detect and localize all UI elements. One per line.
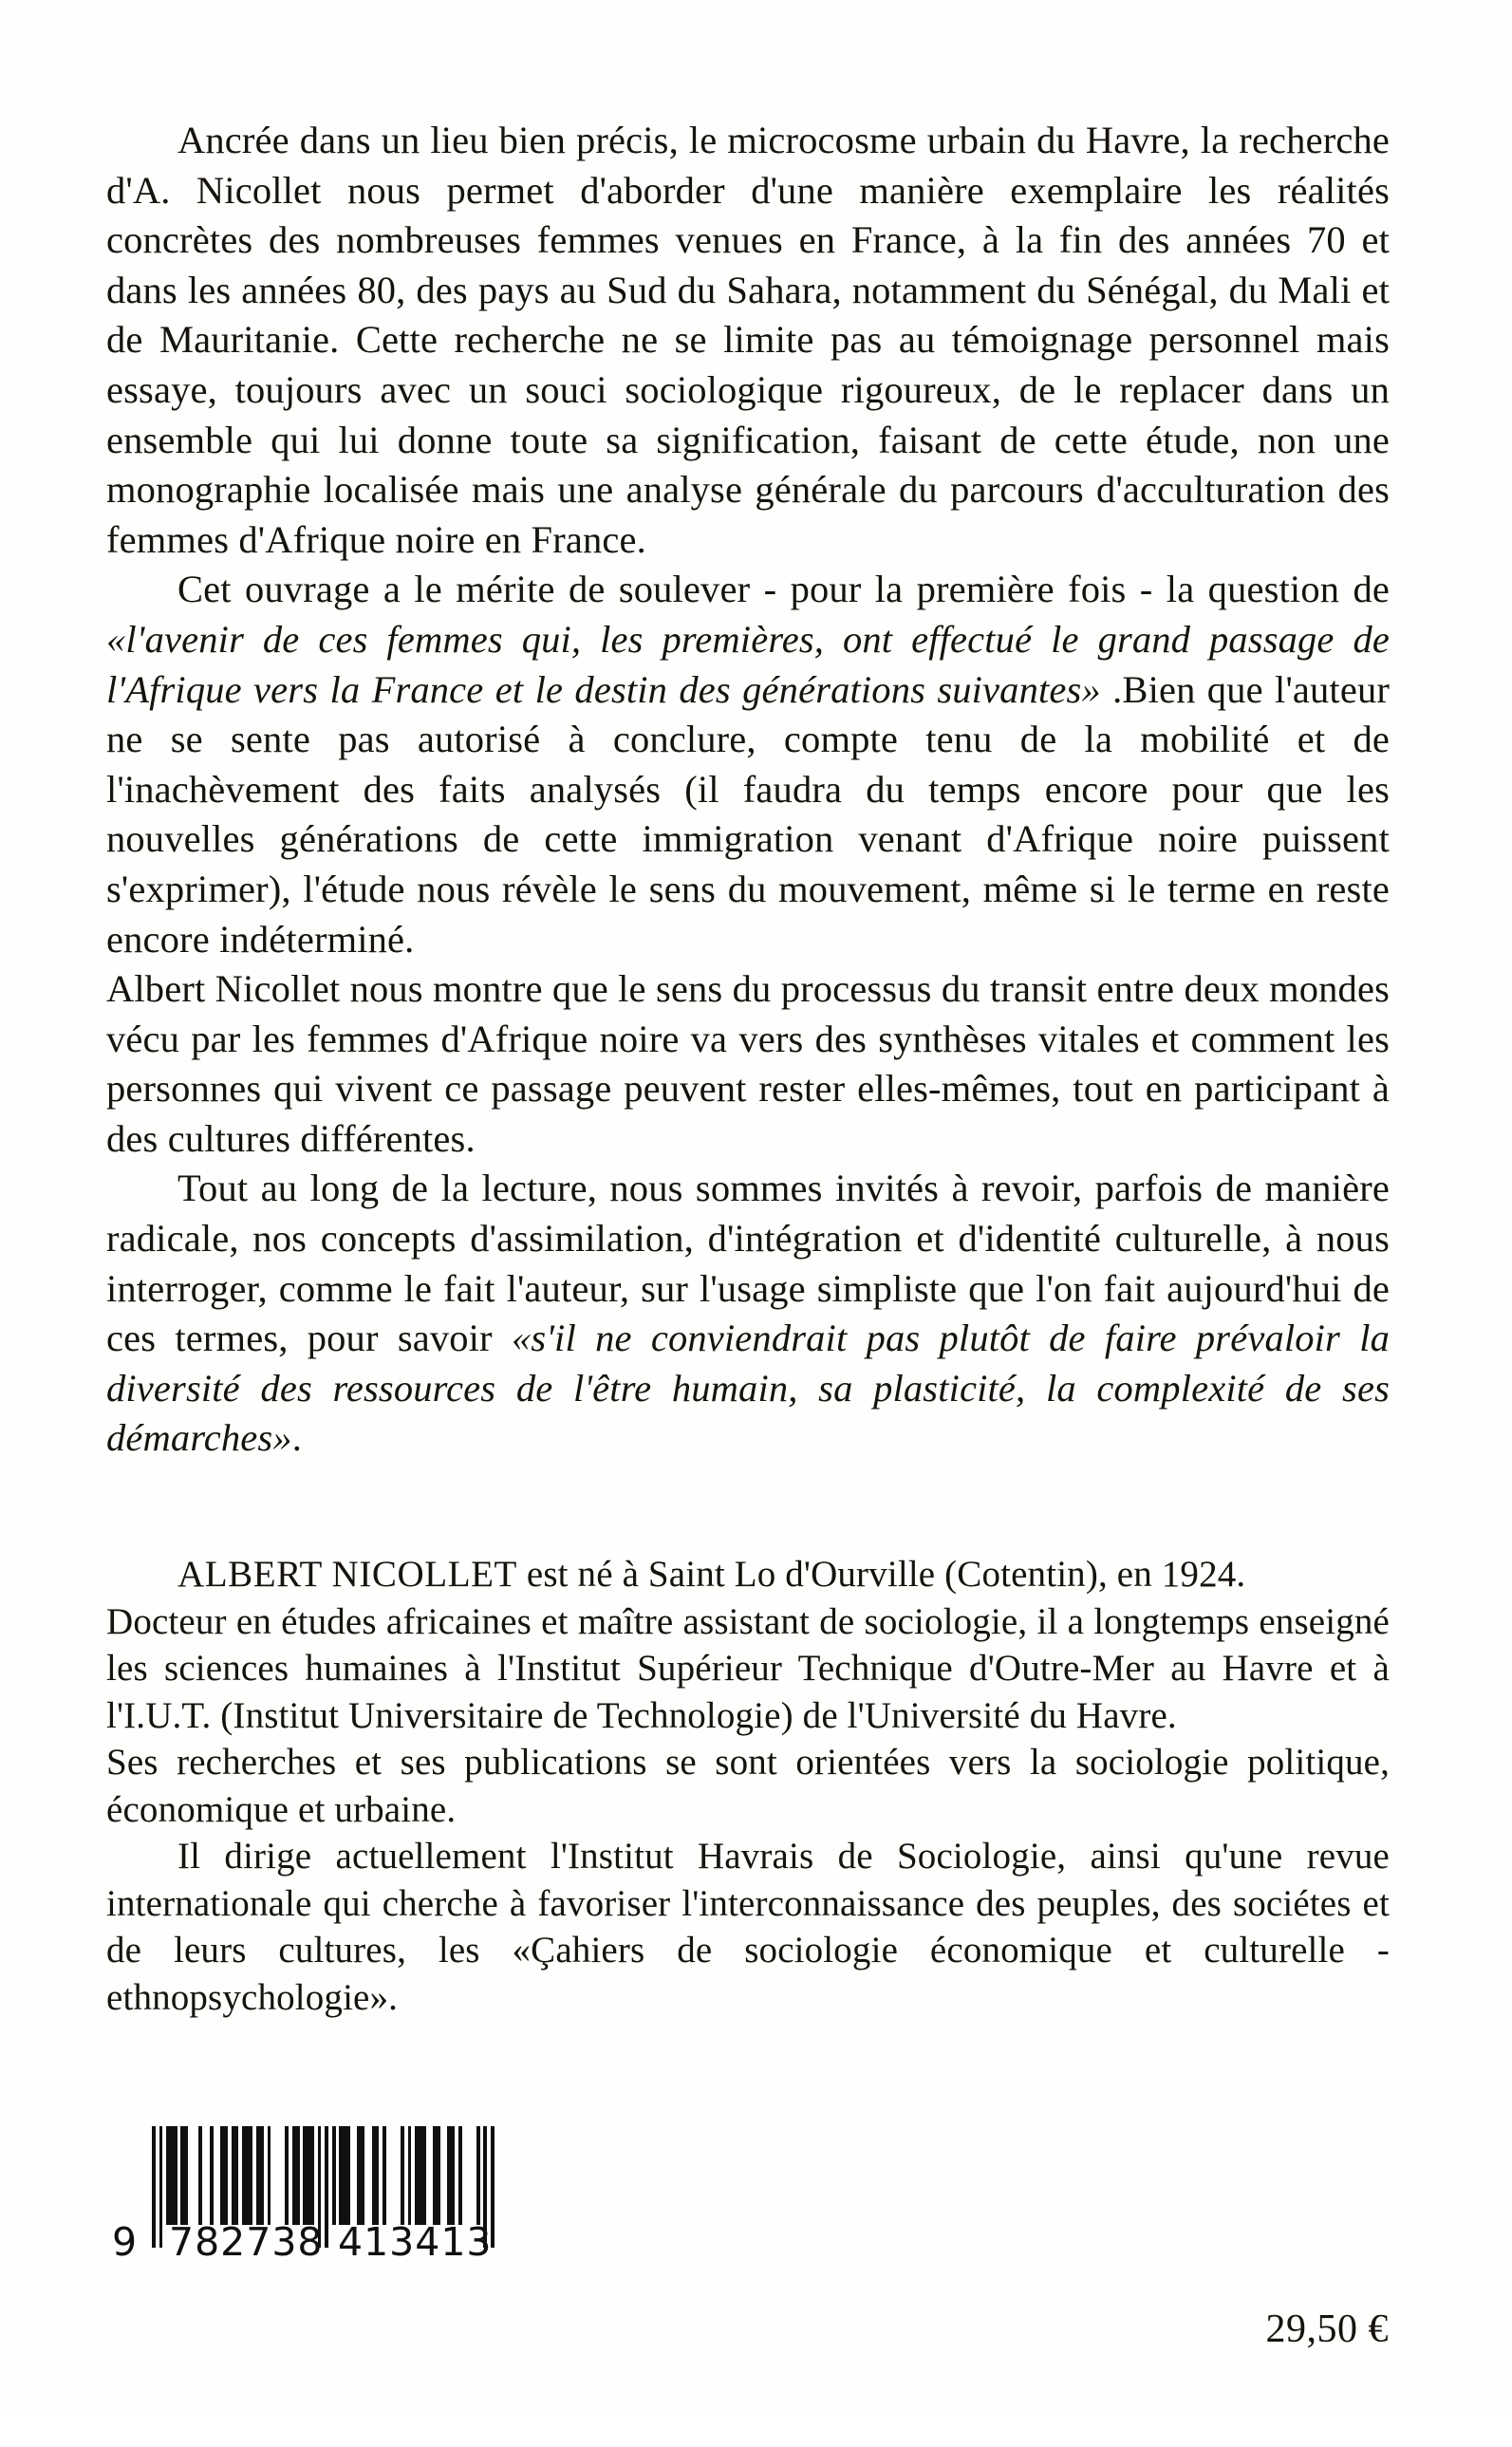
barcode-space	[188, 2126, 198, 2225]
barcode-lead-digit: 9	[112, 2219, 139, 2265]
barcode-bar	[447, 2126, 455, 2225]
barcode-right-group: 413413	[338, 2219, 493, 2265]
barcode-bar	[372, 2126, 380, 2225]
price-label: 29,50 €	[1265, 2307, 1389, 2351]
barcode-bar	[303, 2126, 313, 2225]
barcode-space	[440, 2126, 448, 2225]
barcode-space	[386, 2126, 401, 2225]
barcode-space	[426, 2126, 434, 2225]
footer-block	[0, 2126, 1512, 2363]
blurb-paragraph-2	[106, 565, 1390, 964]
barcode-bar	[232, 2126, 239, 2225]
blurb-paragraph-4-tail: .	[291, 1416, 302, 1460]
barcode-bar	[220, 2126, 228, 2225]
barcode-bar	[292, 2126, 300, 2225]
barcode-bar	[242, 2126, 252, 2225]
blurb-paragraph-2-tail: .Bien que l'auteur ne se sente pas autorisé à conclure, compte tenu de la mobilité et de l'inachèvement des faits analysés (il faudra du temps encore pour que les nouvelles générations de cette immigration venant d'Afrique noire puissent s'exprimer), l'étude nous révèle le sens du mouvement, même si le terme en reste encore indéterminé.	[106, 667, 1390, 961]
blurb-paragraph-2-lead: Cet ouvrage a le mérite de soulever - pour la première fois - la question de	[177, 568, 1390, 611]
barcode-bar	[339, 2126, 349, 2225]
barcode-space	[214, 2126, 221, 2225]
bio-paragraph-1-text: est né à Saint Lo d'Ourville (Cotentin), en 1924.	[516, 1554, 1246, 1595]
barcode-space	[364, 2126, 372, 2225]
barcode-bar	[166, 2126, 177, 2225]
author-name: ALBERT NICOLLET	[177, 1554, 517, 1595]
bio-paragraph-2: Docteur en études africaines et maître assistant de sociologie, il a longtemps enseigné les sciences humaines à l'Institut Supérieur Technique d'Outre-Mer au Havre et à l'I.U.T. (Institut Universitaire de Technologie) de l'Université du Havre.	[106, 1600, 1390, 1736]
barcode-space	[462, 2126, 476, 2225]
bio-paragraph-3: Ses recherches et ses publications se sont orientées vers la sociologie politique, économique et urbaine.	[106, 1742, 1390, 1830]
bio-paragraph-4: Il dirige actuellement l'Institut Havrais de Sociologie, ainsi qu'une revue internationale qui cherche à favoriser l'interconnaissance des peuples, des sociétes et de leurs cultures, les «Çahiers de sociologie économique et culturelle - ethnopsychologie».	[106, 1836, 1390, 2018]
barcode-bar	[357, 2126, 364, 2225]
blurb-block	[106, 116, 1390, 1464]
blurb-paragraph-4	[106, 1164, 1390, 1464]
barcode-bar	[433, 2126, 440, 2225]
barcode-bar	[180, 2126, 188, 2225]
author-bio-block	[106, 1551, 1390, 2021]
barcode-block	[112, 2126, 520, 2263]
blurb-paragraph-4-lead: Tout au long de la lecture, nous sommes invités à revoir, parfois de manière radicale, nos concepts d'assimilation, d'intégration et d'identité culturelle, à nous interroger, comme le fait l'auteur, sur l'usage simpliste que l'on fait aujourd'hui de ces termes, pour savoir	[106, 1167, 1390, 1360]
blurb-paragraph-1: Ancrée dans un lieu bien précis, le microcosme urbain du Havre, la recherche d'A. Nicollet nous permet d'aborder d'une manière exemplaire les réalités concrètes des nombreuses femmes venues en France, à la fin des années 70 et dans les années 80, des pays au Sud du Sahara, notamment du Sénégal, du Mali et de Mauritanie. Cette recherche ne se limite pas au témoignage personnel mais essaye, toujours avec un souci sociologique rigoureux, de le replacer dans un ensemble qui lui donne toute sa signification, faisant de cette étude, non une monographie localisée mais une analyse générale du parcours d'acculturation des femmes d'Afrique noire en France.	[106, 119, 1390, 561]
barcode-bar	[415, 2126, 425, 2225]
blurb-quote-1: «l'avenir de ces femmes qui, les premières, ont effectué le grand passage de l'Afrique vers la France et le destin des générations suivantes»	[106, 617, 1390, 711]
barcode-space	[202, 2126, 210, 2225]
barcode-space	[271, 2126, 285, 2225]
blurb-paragraph-3: Albert Nicollet nous montre que le sens du processus du transit entre deux mondes vécu par les femmes d'Afrique noire va vers des synthèses vitales et comment les personnes qui vivent ce passage peuvent rester elles-mêmes, tout en participant à des cultures différentes.	[106, 967, 1390, 1160]
barcode-bar	[256, 2126, 264, 2225]
bio-paragraph-1	[106, 1551, 1390, 1598]
barcode-digits	[112, 2219, 520, 2263]
barcode-left-group: 782738	[169, 2219, 324, 2265]
blurb-quote-2: «s'il ne conviendrait pas plutôt de faire prévaloir la diversité des ressources de l'être humain, sa plasticité, la complexité de ses démarches»	[106, 1317, 1390, 1460]
barcode-space	[350, 2126, 358, 2225]
